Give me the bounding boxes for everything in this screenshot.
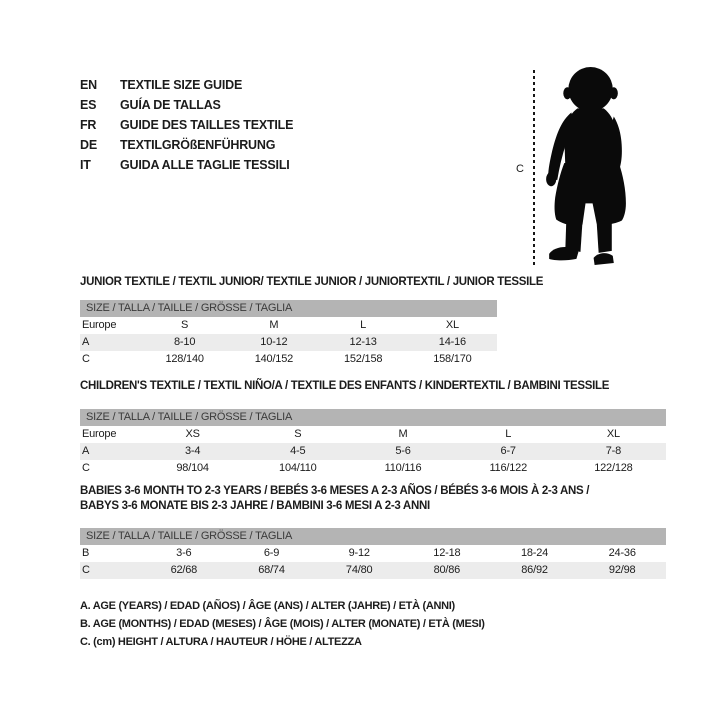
cell: S bbox=[294, 428, 302, 440]
cell: 152/158 bbox=[343, 353, 383, 365]
table-row-height bbox=[80, 562, 666, 579]
note-height-cm: C. (cm) HEIGHT / ALTURA / HAUTEUR / HÖHE / ALTEZZA bbox=[80, 636, 362, 648]
language-label: TEXTILGRÖßENFÜHRUNG bbox=[120, 138, 276, 152]
babies-title-line2: BABYS 3-6 MONATE BIS 2-3 JAHRE / BAMBINI 3-6 MESI A 2-3 ANNI bbox=[80, 500, 430, 512]
cell: 3-4 bbox=[184, 445, 201, 457]
cell: 86/92 bbox=[521, 564, 548, 576]
cell: 98/104 bbox=[176, 462, 209, 474]
table-row-months bbox=[80, 545, 666, 562]
cell: 9-12 bbox=[348, 547, 370, 559]
row-label: C bbox=[82, 564, 90, 576]
note-age-years: A. AGE (YEARS) / EDAD (AÑOS) / ÂGE (ANS) / ALTER (JAHRE) / ETÀ (ANNI) bbox=[80, 600, 455, 612]
cell: 12-18 bbox=[433, 547, 461, 559]
junior-size-table bbox=[80, 300, 497, 368]
cell: 5-6 bbox=[395, 445, 411, 457]
cell: S bbox=[181, 319, 189, 331]
cell: 62/68 bbox=[170, 564, 198, 576]
size-header-bar: SIZE / TALLA / TAILLE / GRÖSSE / TAGLIA bbox=[80, 409, 666, 426]
table-row-europe bbox=[80, 317, 497, 334]
cell: 3-6 bbox=[176, 547, 192, 559]
row-label: Europe bbox=[82, 319, 117, 331]
cell: 74/80 bbox=[345, 564, 373, 576]
note-age-months: B. AGE (MONTHS) / EDAD (MESES) / ÂGE (MOIS) / ALTER (MONATE) / ETÀ (MESI) bbox=[80, 618, 485, 630]
cell: 12-13 bbox=[349, 336, 377, 348]
row-label: A bbox=[82, 445, 90, 457]
cell: 24-36 bbox=[608, 547, 636, 559]
children-section-title: CHILDREN'S TEXTILE / TEXTIL NIÑO/A / TEXTILE DES ENFANTS / KINDERTEXTIL / BAMBINI TESSILE bbox=[80, 380, 610, 392]
language-code: FR bbox=[80, 118, 97, 132]
language-label: GUIDA ALLE TAGLIE TESSILI bbox=[120, 158, 290, 172]
language-label: GUIDE DES TAILLES TEXTILE bbox=[120, 118, 294, 132]
height-dashed-line bbox=[533, 70, 535, 266]
row-label: C bbox=[82, 353, 90, 365]
cell: 116/122 bbox=[489, 462, 527, 474]
cell: 4-5 bbox=[290, 445, 306, 457]
cell: L bbox=[360, 319, 367, 331]
language-label: TEXTILE SIZE GUIDE bbox=[120, 78, 243, 92]
cell: 128/140 bbox=[165, 353, 204, 365]
height-measure-label: C bbox=[516, 163, 524, 175]
cell: L bbox=[505, 428, 512, 440]
cell: M bbox=[398, 428, 408, 440]
cell: 7-8 bbox=[605, 445, 622, 457]
cell: 110/116 bbox=[384, 462, 422, 474]
children-size-table bbox=[80, 409, 666, 477]
cell: XL bbox=[445, 319, 459, 331]
size-header-bar: SIZE / TALLA / TAILLE / GRÖSSE / TAGLIA bbox=[80, 528, 666, 545]
table-row-europe bbox=[80, 426, 666, 443]
row-label: C bbox=[82, 462, 90, 474]
row-label: B bbox=[82, 547, 90, 559]
language-code: IT bbox=[80, 158, 91, 172]
size-header-bar: SIZE / TALLA / TAILLE / GRÖSSE / TAGLIA bbox=[80, 300, 497, 317]
language-row-fr bbox=[80, 115, 293, 135]
babies-size-table bbox=[80, 528, 666, 579]
cell: 18-24 bbox=[520, 547, 549, 559]
cell: 68/74 bbox=[258, 564, 285, 576]
language-row-it bbox=[80, 155, 293, 175]
toddler-silhouette-icon bbox=[540, 66, 628, 268]
junior-section-title: JUNIOR TEXTILE / TEXTIL JUNIOR/ TEXTILE JUNIOR / JUNIORTEXTIL / JUNIOR TESSILE bbox=[80, 276, 544, 288]
cell: M bbox=[269, 319, 279, 331]
cell: 10-12 bbox=[260, 336, 288, 348]
language-code: DE bbox=[80, 138, 97, 152]
cell: 6-7 bbox=[500, 445, 516, 457]
cell: 104/110 bbox=[279, 462, 317, 474]
cell: 140/152 bbox=[254, 353, 294, 365]
cell: XS bbox=[185, 428, 200, 440]
language-row-de bbox=[80, 135, 293, 155]
cell: XL bbox=[606, 428, 620, 440]
language-row-es bbox=[80, 95, 293, 115]
babies-section-title bbox=[80, 484, 589, 514]
row-label: Europe bbox=[82, 428, 117, 440]
cell: 80/86 bbox=[433, 564, 461, 576]
language-row-en bbox=[80, 75, 293, 95]
table-row-age bbox=[80, 443, 666, 460]
table-row-height bbox=[80, 351, 497, 368]
language-list bbox=[80, 75, 293, 175]
cell: 122/128 bbox=[594, 462, 633, 474]
cell: 92/98 bbox=[608, 564, 636, 576]
cell: 158/170 bbox=[433, 353, 472, 365]
language-code: ES bbox=[80, 98, 97, 112]
cell: 14-16 bbox=[438, 336, 466, 348]
language-code: EN bbox=[80, 78, 97, 92]
cell: 6-9 bbox=[263, 547, 280, 559]
cell: 8-10 bbox=[174, 336, 196, 348]
table-row-age bbox=[80, 334, 497, 351]
row-label: A bbox=[82, 336, 90, 348]
legend-notes bbox=[80, 597, 485, 651]
language-label: GUÍA DE TALLAS bbox=[120, 98, 221, 112]
babies-title-line1: BABIES 3-6 MONTH TO 2-3 YEARS / BEBÉS 3-6 MESES A 2-3 AÑOS / BÉBÉS 3-6 MOIS À 2-3 ANS / bbox=[80, 485, 590, 497]
table-row-height bbox=[80, 460, 666, 477]
